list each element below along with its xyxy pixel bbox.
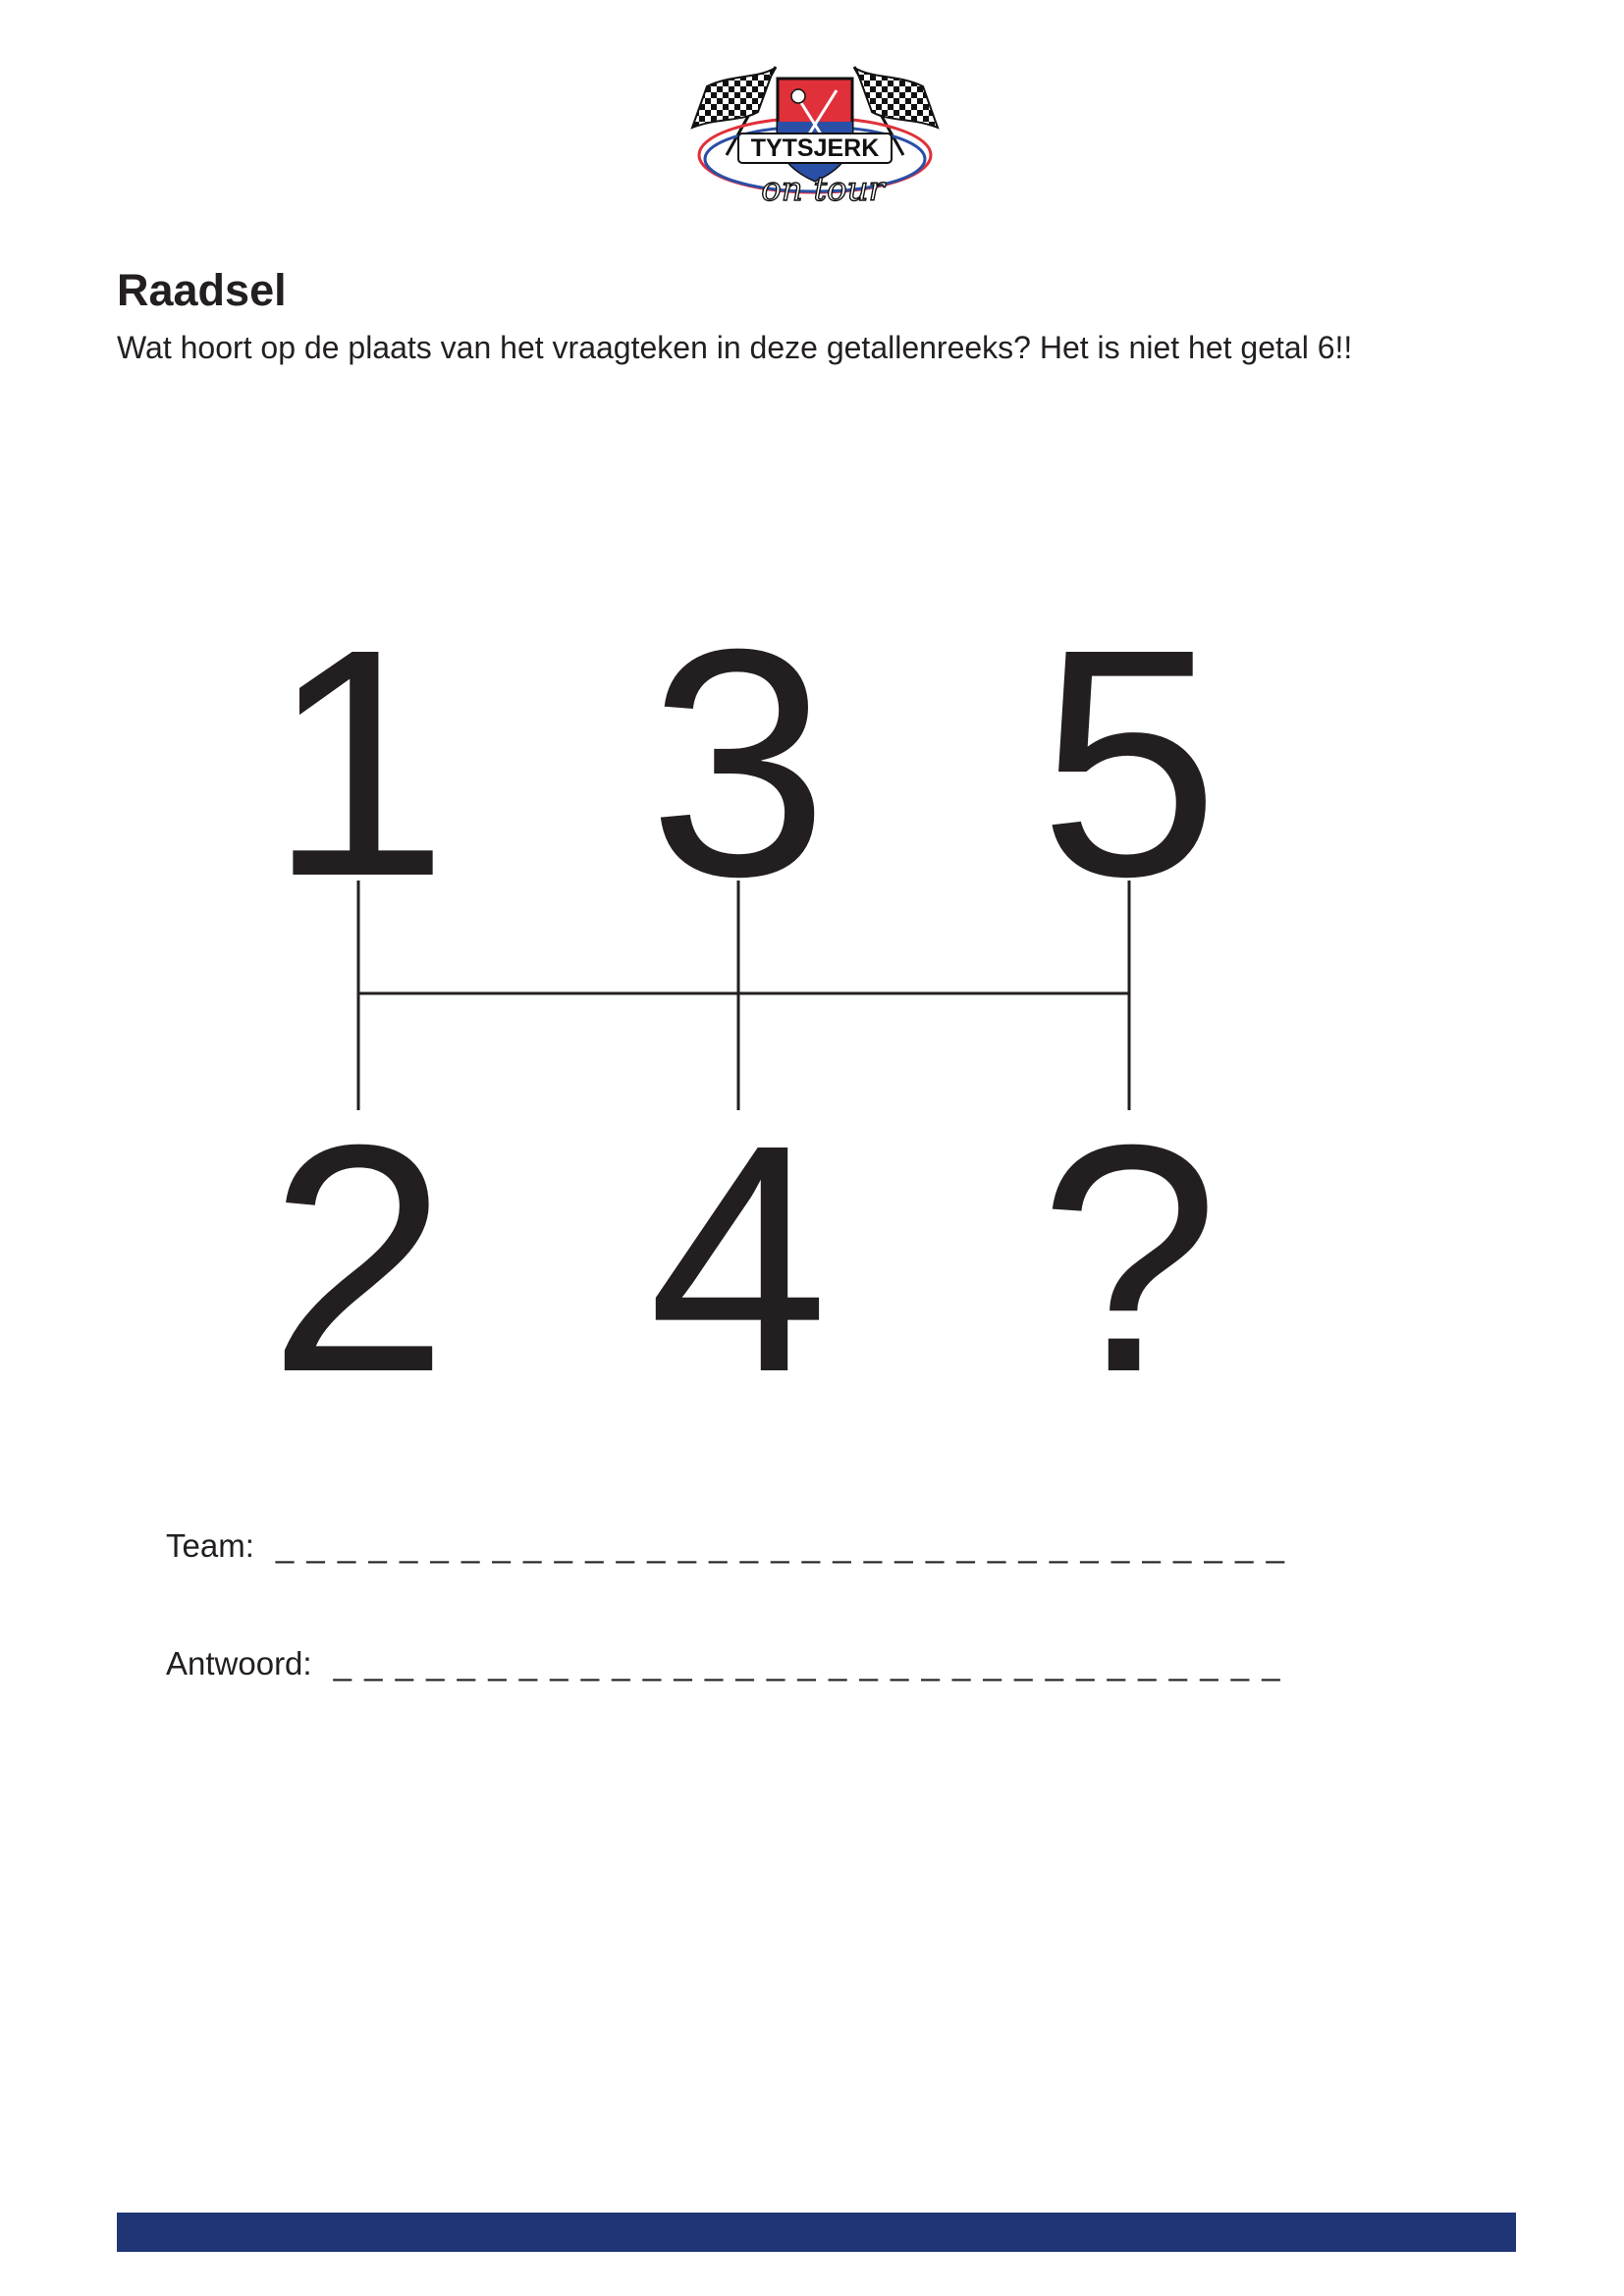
answer-label: Antwoord: [166, 1645, 312, 1682]
bottom-number-2: 4 [648, 1077, 829, 1439]
team-field[interactable] [166, 1526, 1286, 1566]
bottom-number-1: 2 [268, 1077, 449, 1439]
answer-field[interactable] [166, 1644, 1282, 1683]
puzzle-title: Raadsel [117, 265, 287, 315]
question-mark: ? [1039, 1077, 1219, 1439]
logo-tagline: on tour [761, 170, 885, 209]
footer-bar [117, 2213, 1516, 2252]
top-number-3: 5 [1039, 581, 1219, 943]
team-write-line[interactable]: _ _ _ _ _ _ _ _ _ _ _ _ _ _ _ _ _ _ _ _ _ _ _ _ _ _ _ _ _ _ _ _ _ [275, 1527, 1286, 1564]
logo-text: TYTSJERK [750, 134, 880, 162]
answer-write-line[interactable]: _ _ _ _ _ _ _ _ _ _ _ _ _ _ _ _ _ _ _ _ _ _ _ _ _ _ _ _ _ _ _ [333, 1645, 1282, 1682]
top-number-1: 1 [268, 581, 449, 943]
puzzle-question: Wat hoort op de plaats van het vraagteken in deze getallenreeks? Het is niet het getal 6!! [117, 330, 1353, 365]
team-label: Team: [166, 1527, 254, 1564]
top-number-2: 3 [648, 581, 829, 943]
